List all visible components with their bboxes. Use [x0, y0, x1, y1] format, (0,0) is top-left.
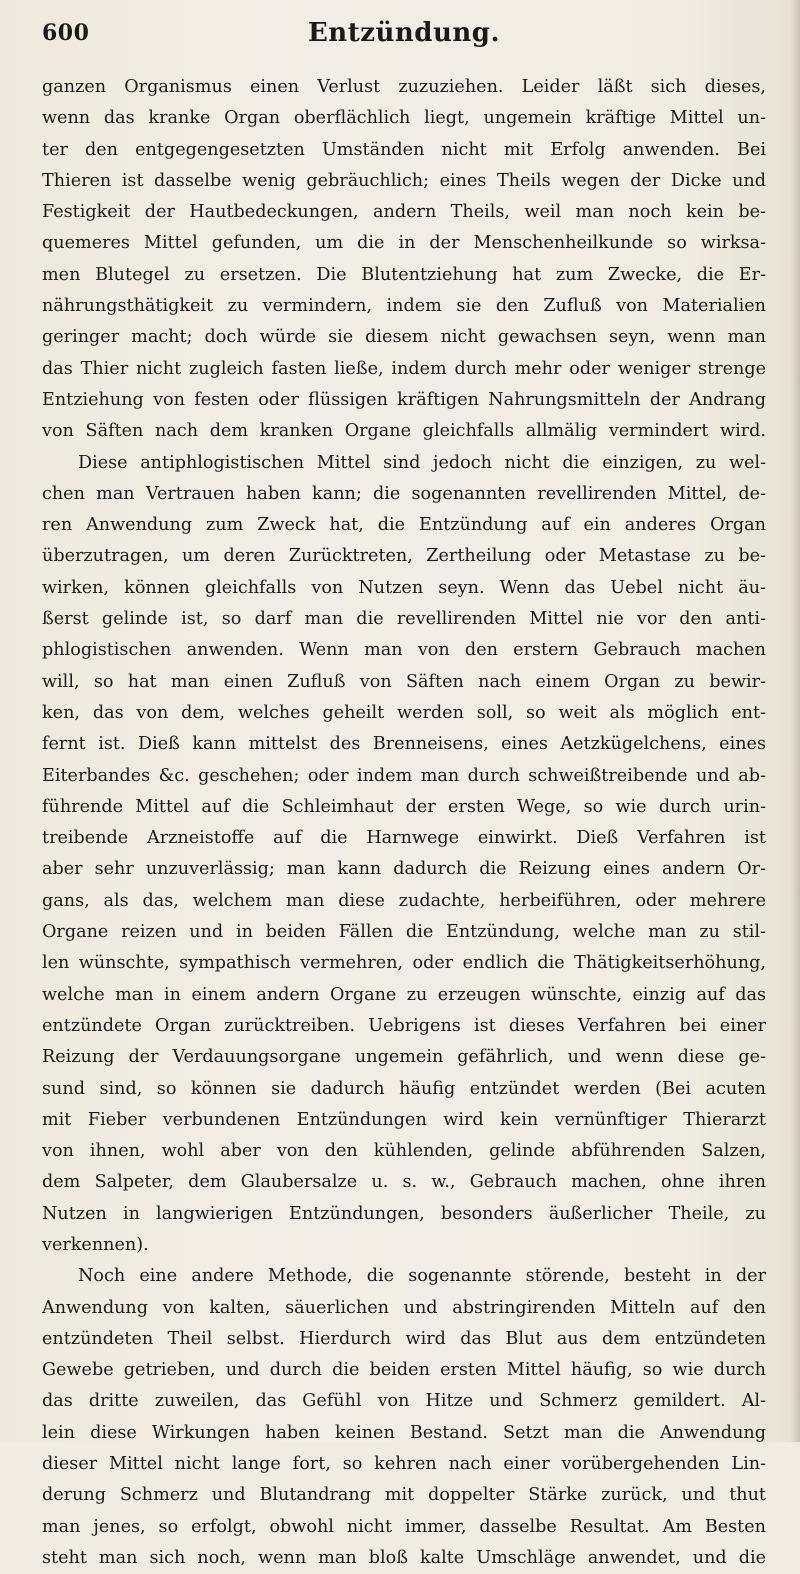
text-line: ßerst gelinde ist, so darf man die revellirenden Mittel nie vor den anti-	[42, 609, 766, 630]
text-line: phlogistischen anwenden. Wenn man von den erstern Gebrauch machen	[42, 640, 766, 661]
text-line: das Thier nicht zugleich fasten ließe, indem durch mehr oder weniger strenge	[42, 358, 766, 379]
text-line: wenn das kranke Organ oberflächlich liegt, ungemein kräftige Mittel un-	[42, 108, 766, 129]
text-line: sund sind, so können sie dadurch häufig entzündet werden (Bei acuten	[42, 1078, 766, 1099]
page-header	[42, 18, 766, 62]
text-line: dieser Mittel nicht lange fort, so kehren nach einer vorübergehenden Lin-	[42, 1454, 766, 1475]
text-line: treibende Arzneistoffe auf die Harnwege einwirkt. Dieß Verfahren ist	[42, 828, 766, 849]
text-line: man jenes, so erfolgt, obwohl nicht immer, dasselbe Resultat. Am Besten	[42, 1516, 766, 1537]
text-line: Anwendung von kalten, säuerlichen und abstringirenden Mitteln auf den	[42, 1297, 766, 1318]
text-line: entzündeten Theil selbst. Hierdurch wird das Blut aus dem entzündeten	[42, 1328, 766, 1349]
text-line: lein diese Wirkungen haben keinen Bestand. Setzt man die Anwendung	[42, 1422, 766, 1443]
text-line: ren Anwendung zum Zweck hat, die Entzündung auf ein anderes Organ	[42, 515, 766, 536]
text-line: ganzen Organismus einen Verlust zuzuziehen. Leider läßt sich dieses,	[42, 77, 766, 97]
text-line: Reizung der Verdauungsorgane ungemein gefährlich, und wenn diese ge-	[42, 1047, 766, 1068]
text-line: Eiterbandes &c. geschehen; oder indem man durch schweißtreibende und ab-	[42, 765, 766, 786]
text-line: Gewebe getrieben, und durch die beiden ersten Mittel häufig, so wie durch	[42, 1360, 766, 1381]
text-line: mit Fieber verbundenen Entzündungen wird kein vernünftiger Thierarzt	[42, 1109, 766, 1130]
text-line: entzündete Organ zurücktreiben. Uebrigens ist dieses Verfahren bei einer	[42, 1015, 766, 1036]
text-line: chen man Vertrauen haben kann; die sogenannten revellirenden Mittel, de-	[42, 483, 766, 504]
page-number: 600	[42, 20, 90, 46]
text-line: dem Salpeter, dem Glaubersalze u. s. w., Gebrauch machen, ohne ihren	[42, 1172, 766, 1193]
text-line: gans, als das, welchem man diese zudachte, herbeiführen, oder mehrere	[42, 890, 766, 911]
text-line: ter den entgegengesetzten Umständen nicht mit Erfolg anwenden. Bei	[42, 139, 766, 160]
text-line: fernt ist. Dieß kann mittelst des Brenneisens, eines Aetzkügelchens, eines	[42, 734, 766, 755]
text-line: will, so hat man einen Zufluß von Säften nach einem Organ zu bewir-	[42, 671, 766, 692]
text-line: len wünschte, sympathisch vermehren, oder endlich die Thätigkeitserhöhung,	[42, 953, 766, 974]
text-line: quemeres Mittel gefunden, um die in der Menschenheilkunde so wirksa-	[42, 233, 766, 254]
text-line: Entziehung von festen oder flüssigen kräftigen Nahrungsmitteln der Andrang	[42, 389, 766, 410]
text-line: Thieren ist dasselbe wenig gebräuchlich; eines Theils wegen der Dicke und	[42, 170, 766, 191]
text-line: überzutragen, um deren Zurücktreten, Zertheilung oder Metastase zu be-	[42, 546, 766, 567]
text-line: Organe reizen und in beiden Fällen die Entzündung, welche man zu stil-	[42, 922, 766, 943]
text-line: verkennen).	[42, 1234, 149, 1255]
body-text	[42, 72, 766, 1574]
text-line: das dritte zuweilen, das Gefühl von Hitze und Schmerz gemildert. Al-	[42, 1391, 766, 1412]
text-line: welche man in einem andern Organe zu erzeugen wünschte, einzig auf das	[42, 984, 766, 1005]
text-line: aber sehr unzuverlässig; man kann dadurch die Reizung eines andern Or-	[42, 859, 766, 880]
text-line: steht man sich noch, wenn man bloß kalte Umschläge anwendet, und die	[42, 1547, 766, 1568]
text-line: derung Schmerz und Blutandrang mit doppelter Stärke zurück, und thut	[42, 1485, 766, 1506]
text-line: von Säften nach dem kranken Organe gleichfalls allmälig vermindert wird.	[42, 421, 766, 442]
text-line: ken, das von dem, welches geheilt werden soll, so weit als möglich ent-	[42, 702, 766, 723]
text-line: men Blutegel zu ersetzen. Die Blutentziehung hat zum Zwecke, die Er-	[42, 264, 766, 285]
text-line: Noch eine andere Methode, die sogenannte störende, besteht in der	[78, 1266, 766, 1287]
text-line: führende Mittel auf die Schleimhaut der ersten Wege, so wie durch urin-	[42, 796, 766, 817]
text-line: nährungsthätigkeit zu vermindern, indem sie den Zufluß von Materialien	[42, 296, 766, 317]
text-line: von ihnen, wohl aber von den kühlenden, gelinde abführenden Salzen,	[42, 1141, 766, 1162]
running-head: Entzündung.	[307, 18, 501, 48]
text-line: Nutzen in langwierigen Entzündungen, besonders äußerlicher Theile, zu	[42, 1203, 766, 1224]
text-line: wirken, können gleichfalls von Nutzen seyn. Wenn das Uebel nicht äu-	[42, 577, 766, 598]
page-gutter-shadow	[790, 0, 800, 1442]
text-line: geringer macht; doch würde sie diesem nicht gewachsen seyn, wenn man	[42, 327, 766, 348]
text-line: Diese antiphlogistischen Mittel sind jedoch nicht die einzigen, zu wel-	[78, 452, 766, 473]
text-line: Festigkeit der Hautbedeckungen, andern Theils, weil man noch kein be-	[42, 202, 766, 223]
